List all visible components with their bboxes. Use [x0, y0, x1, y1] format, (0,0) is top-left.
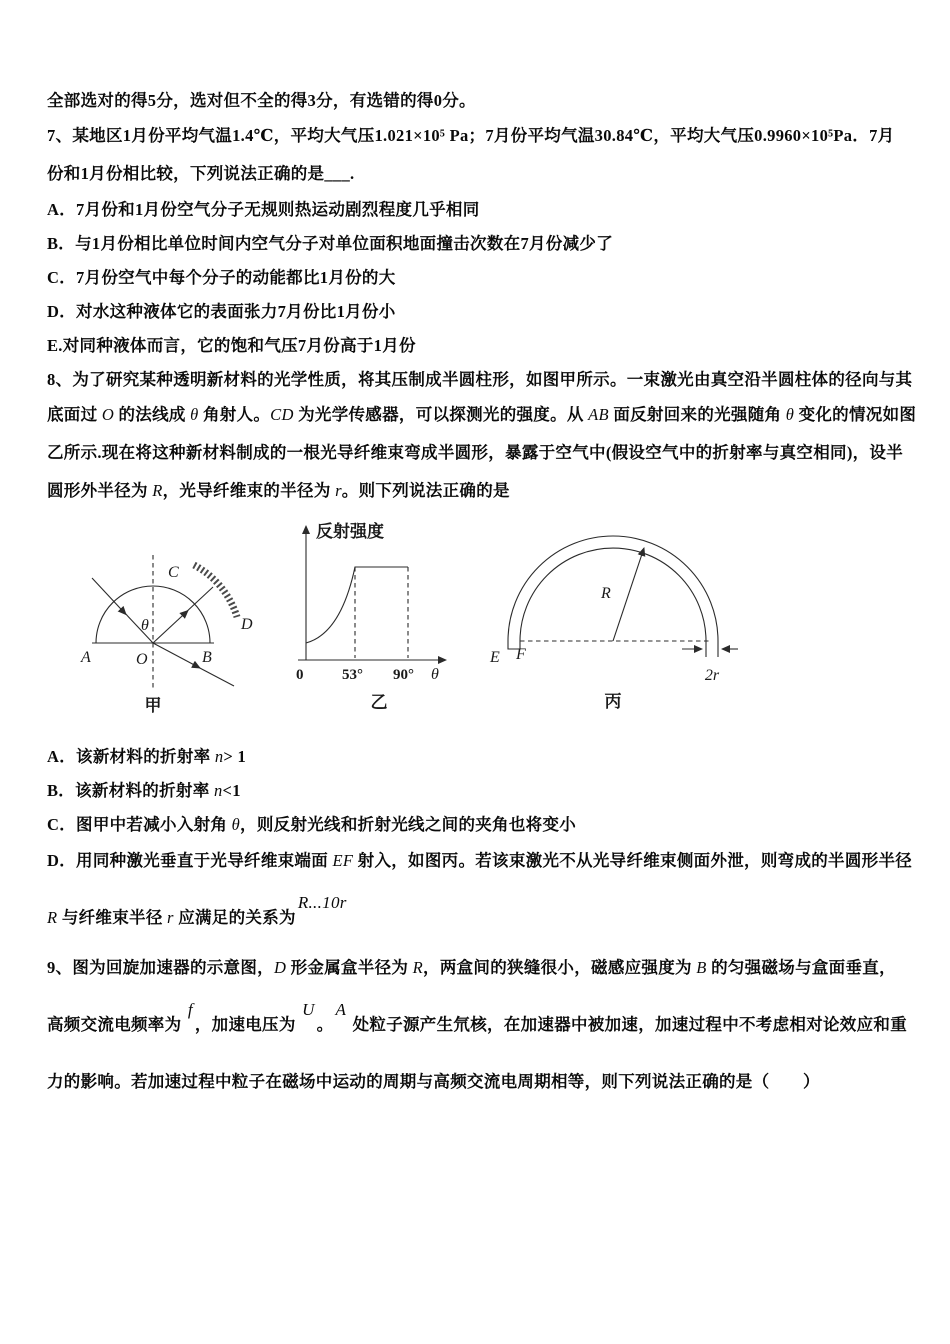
label-b: B: [202, 649, 212, 666]
q8-stem-line-3: 乙所示.现在将这种新材料制成的一根光导纤维束弯成半圆形，暴露于空气中(假设空气中的折射率与真空相同)，设半: [47, 443, 904, 462]
fiber-inner-arc: [520, 548, 706, 641]
q7-stem-line-2: 份和1月份相比较，下列说法正确的是___.: [47, 164, 355, 183]
y-axis-label: 反射强度: [316, 522, 384, 541]
q8-option-d-line-2: R 与纤维束半径 r 应满足的关系为R...10r: [47, 893, 347, 927]
q7-option-c: C．7月份空气中每个分子的动能都比1月份的大: [47, 268, 396, 287]
label-2r: 2r: [704, 667, 720, 684]
q7-option-e: E.对同种液体而言，它的饱和气压7月份高于1月份: [47, 336, 416, 355]
label-f: F: [516, 646, 526, 663]
caption-yi: 乙: [370, 693, 388, 712]
label-o: O: [136, 651, 148, 668]
label-a: A: [81, 649, 91, 666]
q8-figure-row: [47, 510, 913, 740]
caption-bing: 丙: [604, 692, 622, 711]
q8-stem-line-2: 底面过 O 的法线成 θ 角射人。CD 为光学传感器，可以探测光的强度。从 AB 面反射回来的光强随角 θ 变化的情况如图: [47, 405, 917, 424]
caption-jia: 甲: [144, 696, 162, 715]
q8-stem-line-4: 圆形外半径为 R，光导纤维束的半径为 r。则下列说法正确的是: [47, 481, 510, 500]
q8-option-a: A．该新材料的折射率 n> 1: [47, 747, 247, 766]
q7-option-b: B．与1月份相比单位时间内空气分子对单位面积地面撞击次数在7月份减少了: [47, 234, 614, 253]
q8-stem-line-1: 8、为了研究某种透明新材料的光学性质，将其压制成半圆柱形，如图甲所示。一束激光由真空沿半圆柱体的径向与其: [47, 370, 913, 389]
label-e: E: [490, 649, 500, 666]
q8-option-c: C．图甲中若减小入射角 θ，则反射光线和折射光线之间的夹角也将变小: [47, 815, 577, 834]
q7-option-d: D．对水这种液体它的表面张力7月份比1月份小: [47, 302, 396, 321]
refracted-ray: [153, 643, 200, 668]
figure-bing: [485, 518, 740, 713]
x-axis-label: θ: [431, 666, 439, 683]
reflected-ray-tail: [184, 587, 213, 614]
q8-option-b: B．该新材料的折射率 n<1: [47, 781, 241, 800]
label-theta: θ: [141, 617, 149, 634]
q7-option-a: A．7月份和1月份空气分子无规则热运动剧烈程度几乎相同: [47, 200, 480, 219]
reflected-ray: [153, 611, 188, 644]
refracted-ray-tail: [196, 666, 234, 686]
tick-90: 90°: [393, 667, 414, 683]
q7-stem-line-1: 7、某地区1月份平均气温1.4℃，平均大气压1.021×10⁵ Pa；7月份平均气温30.84℃，平均大气压0.9960×10⁵Pa．7月: [47, 126, 895, 145]
figure-yi: [290, 510, 460, 718]
fiber-outer-arc: [508, 536, 718, 641]
q9-stem-line-3: 力的影响。若加速过程中粒子在磁场中运动的周期与高频交流电周期相等，则下列说法正确的是（ ）: [47, 1072, 820, 1091]
exam-content: [47, 84, 917, 1099]
label-d: D: [241, 616, 253, 633]
figure-jia: [60, 515, 295, 720]
label-c: C: [168, 564, 179, 581]
q9-stem-line-1: 9、图为回旋加速器的示意图，D 形金属盒半径为 R，两盒间的狭缝很小，磁感应强度为 B 的匀强磁场与盒面垂直，: [47, 958, 896, 977]
label-r-big: R: [601, 585, 611, 602]
tick-53: 53°: [342, 667, 363, 683]
intensity-curve: [306, 567, 408, 643]
q9-stem-line-2: 高频交流电频率为 f，加速电压为 U。A 处粒子源产生氘核，在加速器中被加速，加速过程中不考虑相对论效应和重: [47, 1000, 907, 1034]
q8-option-d-line-1: D．用同种激光垂直于光导纤维束端面 EF 射入，如图丙。若该束激光不从光导纤维束侧面外泄，则弯成的半圆形半径: [47, 851, 913, 870]
radius-arrow: [613, 548, 644, 641]
tick-0: 0: [296, 667, 304, 683]
sensor-band-cd: [194, 565, 237, 617]
scoring-note: 全部选对的得5分，选对但不全的得3分，有选错的得0分。: [47, 91, 476, 110]
